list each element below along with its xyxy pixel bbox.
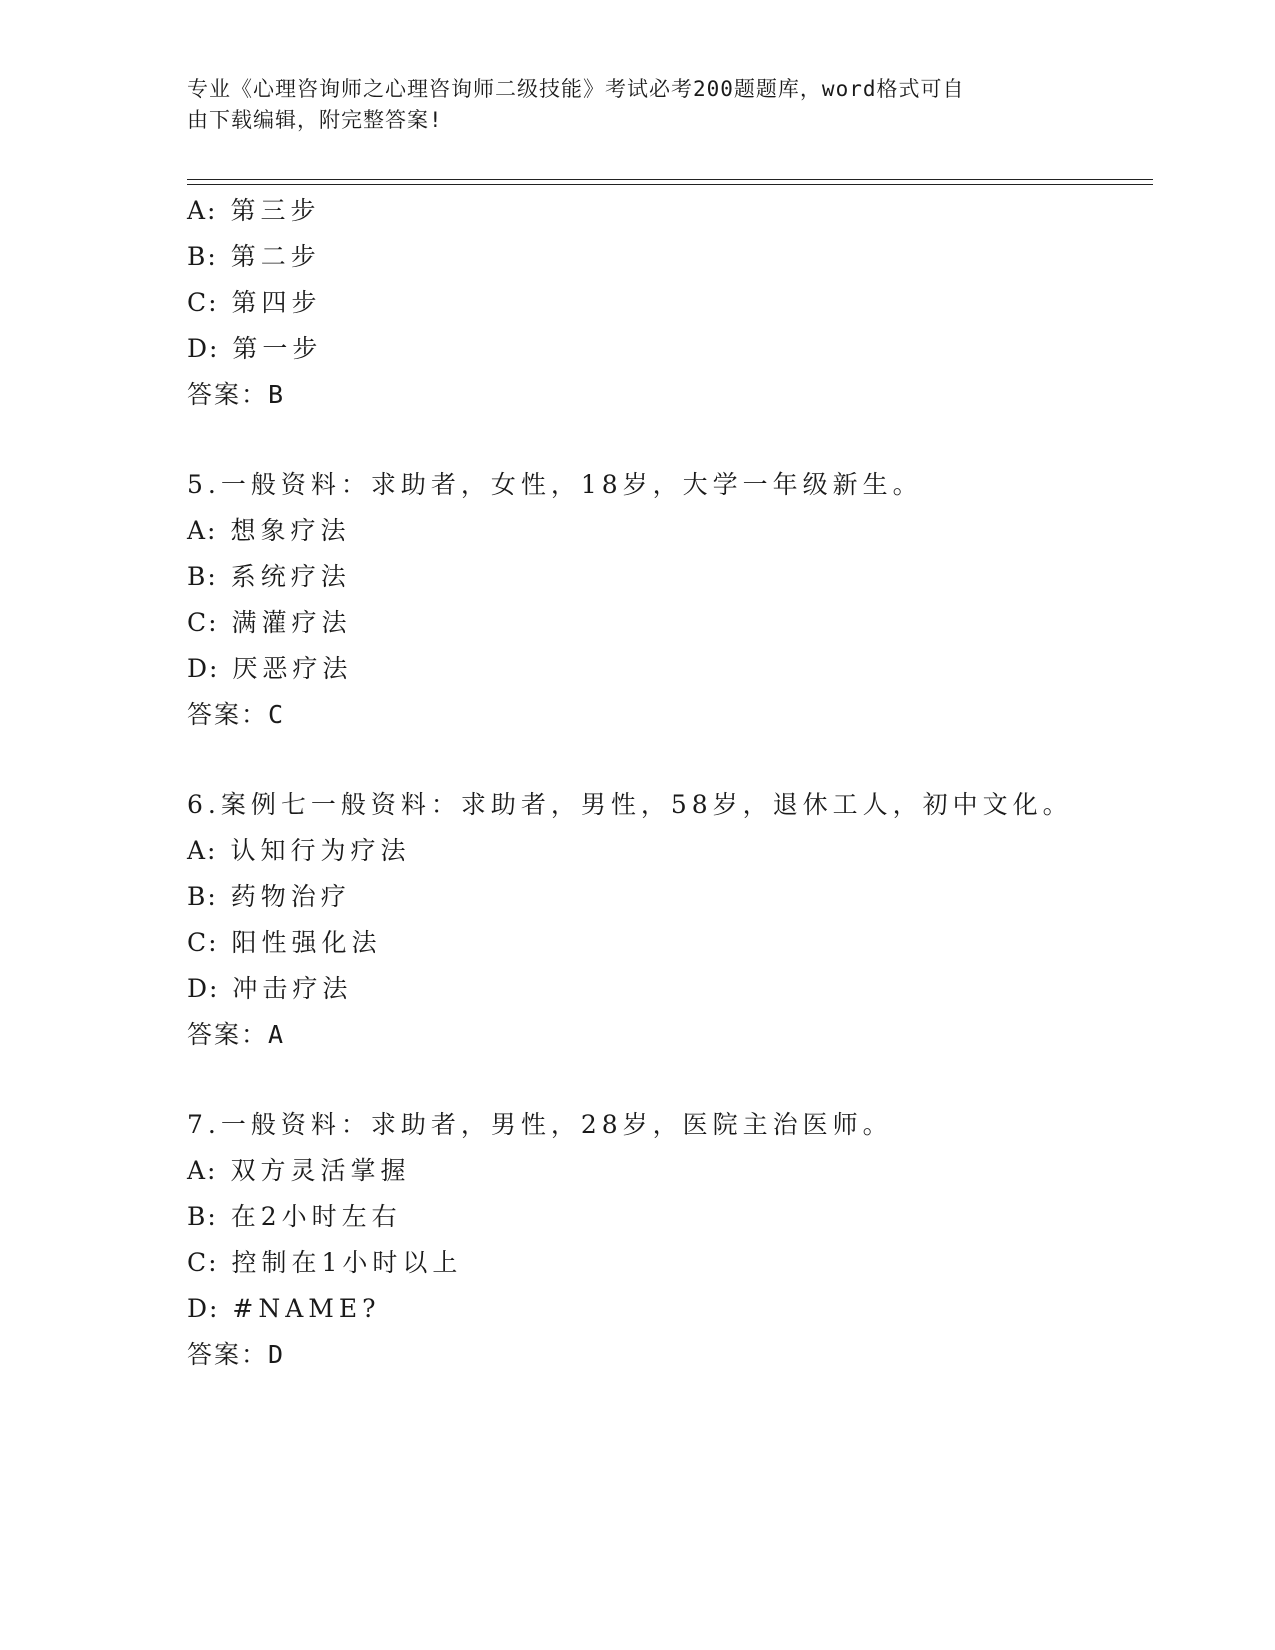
- option-text: 认知行为疗法: [230, 836, 411, 865]
- spacer: [187, 738, 1147, 782]
- option-letter: C:: [187, 928, 219, 957]
- option-letter: A:: [187, 196, 218, 225]
- header-line-2: 由下载编辑，附完整答案!: [187, 108, 443, 132]
- option-a: [187, 508, 1147, 554]
- option-letter: D:: [187, 1294, 220, 1323]
- header-line-1: 专业《心理咨询师之心理咨询师二级技能》考试必考200题题库，word格式可自: [187, 77, 965, 101]
- option-letter: B:: [187, 562, 218, 591]
- answer-label: 答案：: [187, 1340, 269, 1369]
- answer-value: A: [268, 1020, 284, 1049]
- option-a: [187, 828, 1147, 874]
- option-text: 满灌疗法: [231, 608, 352, 637]
- question-stem: 5.一般资料：求助者，女性，18岁，大学一年级新生。: [187, 470, 923, 499]
- option-letter: D:: [187, 654, 220, 683]
- option-letter: C:: [187, 1248, 219, 1277]
- option-text: 第三步: [230, 196, 321, 225]
- option-letter: B:: [187, 1202, 218, 1231]
- option-text: 第四步: [231, 288, 322, 317]
- option-d: [187, 326, 1147, 372]
- option-c: [187, 1240, 1147, 1286]
- answer-line: [187, 692, 1147, 738]
- question-block-7: [187, 1102, 1147, 1378]
- spacer: [187, 1058, 1147, 1102]
- option-a: [187, 188, 1147, 234]
- option-letter: A:: [187, 1156, 218, 1185]
- answer-label: 答案：: [187, 1020, 269, 1049]
- option-letter: C:: [187, 288, 219, 317]
- option-text: 阳性强化法: [231, 928, 382, 957]
- option-text: 在2小时左右: [230, 1202, 402, 1231]
- option-text: 冲击疗法: [232, 974, 353, 1003]
- option-letter: A:: [187, 836, 218, 865]
- question-block-5: [187, 462, 1147, 738]
- option-d: [187, 646, 1147, 692]
- option-a: [187, 1148, 1147, 1194]
- header-divider-bottom: [187, 184, 1153, 185]
- option-b: [187, 874, 1147, 920]
- document-header: [187, 74, 1067, 136]
- option-c: [187, 920, 1147, 966]
- spacer: [187, 418, 1147, 462]
- option-text: 第二步: [230, 242, 321, 271]
- option-d: [187, 966, 1147, 1012]
- option-c: [187, 280, 1147, 326]
- answer-label: 答案：: [187, 700, 269, 729]
- option-b: [187, 554, 1147, 600]
- option-text: 厌恶疗法: [232, 654, 353, 683]
- option-letter: C:: [187, 608, 219, 637]
- answer-line: [187, 372, 1147, 418]
- answer-line: [187, 1012, 1147, 1058]
- answer-value: D: [268, 1340, 284, 1369]
- option-letter: B:: [187, 882, 218, 911]
- option-text: 双方灵活掌握: [230, 1156, 411, 1185]
- question-stem: 6.案例七一般资料：求助者，男性，58岁，退休工人，初中文化。: [187, 790, 1073, 819]
- header-divider-top: [187, 179, 1153, 180]
- option-b: [187, 234, 1147, 280]
- option-text: 药物治疗: [230, 882, 351, 911]
- answer-value: C: [268, 700, 284, 729]
- option-b: [187, 1194, 1147, 1240]
- question-block-6: [187, 782, 1147, 1058]
- option-d: [187, 1286, 1147, 1332]
- option-letter: D:: [187, 334, 220, 363]
- option-text: 控制在1小时以上: [231, 1248, 463, 1277]
- option-text: 系统疗法: [230, 562, 351, 591]
- question-stem: 7.一般资料：求助者，男性，28岁，医院主治医师。: [187, 1110, 893, 1139]
- question-list: [187, 188, 1147, 1378]
- option-text: #NAME?: [232, 1294, 381, 1323]
- option-letter: B:: [187, 242, 218, 271]
- answer-line: [187, 1332, 1147, 1378]
- option-text: 想象疗法: [230, 516, 351, 545]
- answer-value: B: [268, 380, 284, 409]
- option-c: [187, 600, 1147, 646]
- option-letter: D:: [187, 974, 220, 1003]
- question-block-partial: [187, 188, 1147, 418]
- option-text: 第一步: [232, 334, 323, 363]
- option-letter: A:: [187, 516, 218, 545]
- answer-label: 答案：: [187, 380, 269, 409]
